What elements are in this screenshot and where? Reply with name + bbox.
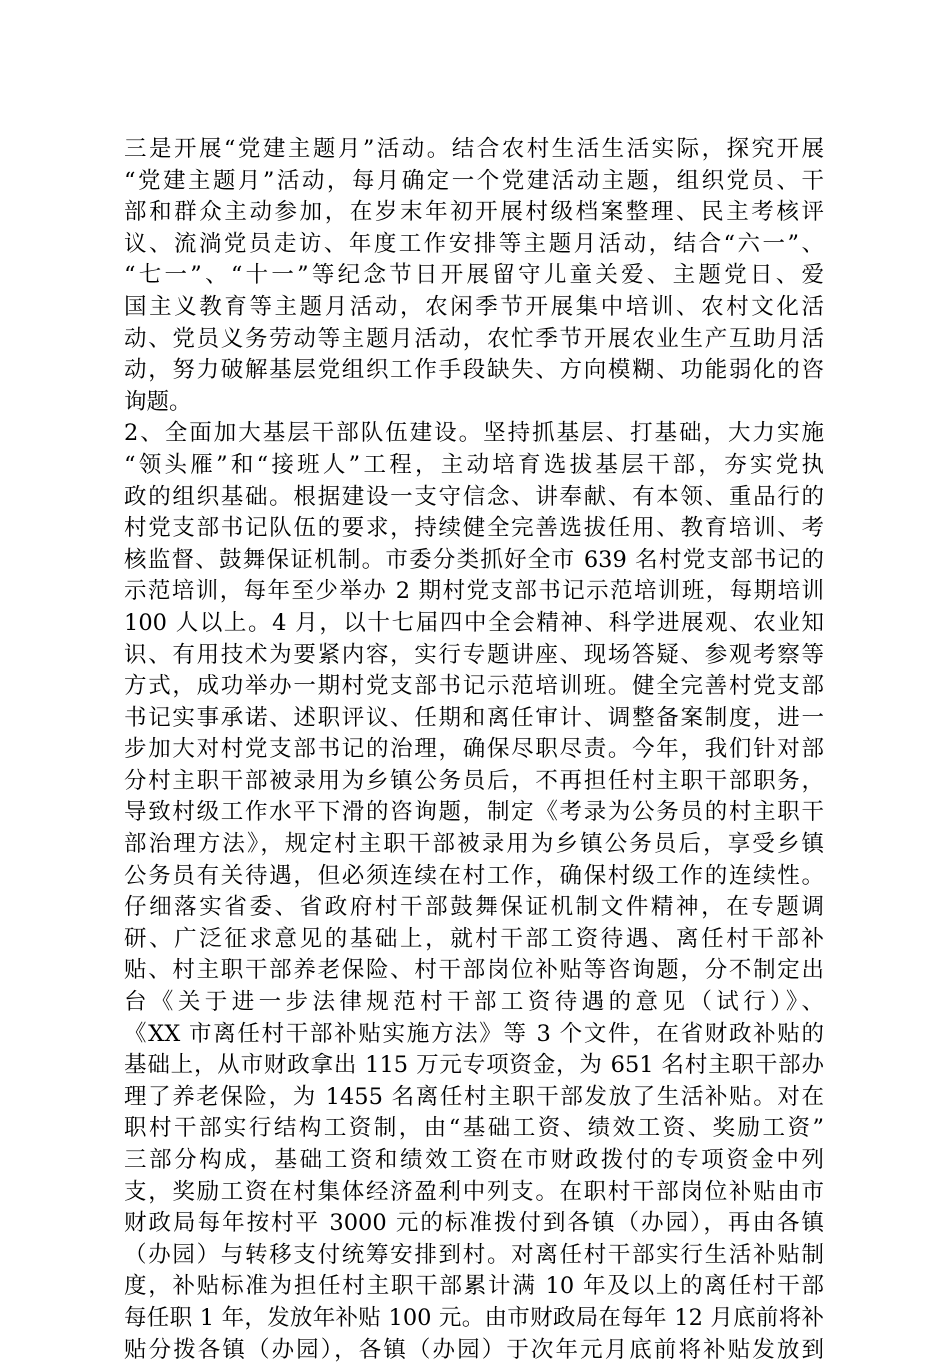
- text-line: “领头雁”和“接班人”工程，主动培育选拔基层干部，夯实党执: [124, 451, 824, 478]
- text-line: 动，努力破解基层党组织工作手段缺失、方向模糊、功能弱化的咨: [124, 357, 824, 384]
- text-line: 分村主职干部被录用为乡镇公务员后，不再担任村主职干部职务，: [124, 767, 824, 794]
- text-line: 导致村级工作水平下滑的咨询题，制定《考录为公务员的村主职干: [124, 799, 824, 826]
- text-line: 书记实事承诺、述职评议、任期和离任审计、调整备案制度，进一: [124, 704, 824, 731]
- text-line: 贴、村主职干部养老保险、村干部岗位补贴等咨询题，分不制定出: [124, 957, 824, 984]
- text-line: 财政局每年按村平 3000 元的标准拨付到各镇（办园），再由各镇: [124, 1210, 824, 1237]
- text-line: 村党支部书记队伍的要求，持续健全完善选拔任用、教育培训、考: [124, 515, 824, 542]
- text-line: 部治理方法》，规定村主职干部被录用为乡镇公务员后，享受乡镇: [124, 831, 824, 858]
- text-line: （办园）与转移支付统筹安排到村。对离任村干部实行生活补贴制: [124, 1241, 824, 1268]
- text-line: 100 人以上。4 月，以十七届四中全会精神、科学进展观、农业知: [124, 609, 824, 636]
- text-line: 贴分拨各镇（办园），各镇（办园）于次年元月底前将补贴发放到: [124, 1336, 824, 1363]
- text-line: 基础上，从市财政拿出 115 万元专项资金，为 651 名村主职干部办: [124, 1052, 824, 1079]
- text-line: 示范培训，每年至少举办 2 期村党支部书记示范培训班，每期培训: [124, 578, 824, 605]
- text-line: 仔细落实省委、省政府村干部鼓舞保证机制文件精神，在专题调: [124, 894, 824, 921]
- text-line: 三部分构成，基础工资和绩效工资在市财政拨付的专项资金中列: [124, 1147, 824, 1173]
- text-line: “党建主题月”活动，每月确定一个党建活动主题，组织党员、干: [124, 167, 824, 194]
- text-line: 询题。: [124, 388, 192, 415]
- text-line: 动、党员义务劳动等主题月活动，农忙季节开展农业生产互助月活: [124, 325, 824, 352]
- text-line: 每任职 1 年，发放年补贴 100 元。由市财政局在每年 12 月底前将补: [124, 1304, 824, 1331]
- text-line: 2、全面加大基层干部队伍建设。坚持抓基层、打基础，大力实施: [124, 420, 824, 447]
- body-text: [124, 134, 824, 1366]
- text-line: 职村干部实行结构工资制，由“基础工资、绩效工资、奖励工资”: [124, 1115, 824, 1142]
- text-line: 议、流淌党员走访、年度工作安排等主题月活动，结合“六一”、: [124, 230, 824, 257]
- text-line: 部和群众主动参加，在岁末年初开展村级档案整理、民主考核评: [124, 199, 824, 226]
- text-line: 研、广泛征求意见的基础上，就村干部工资待遇、离任村干部补: [124, 925, 824, 952]
- text-line: 台《关于进一步法律规范村干部工资待遇的意见（试行）》、: [124, 989, 824, 1016]
- text-line: 方式，成功举办一期村党支部书记示范培训班。健全完善村党支部: [124, 673, 824, 700]
- text-line: 理了养老保险，为 1455 名离任村主职干部发放了生活补贴。对在: [124, 1083, 824, 1110]
- text-line: 核监督、鼓舞保证机制。市委分类抓好全市 639 名村党支部书记的: [124, 546, 824, 573]
- text-line: 步加大对村党支部书记的治理，确保尽职尽责。今年，我们针对部: [124, 736, 824, 763]
- text-line: 公务员有关待遇，但必须连续在村工作，确保村级工作的连续性。: [124, 862, 824, 889]
- text-line: 国主义教育等主题月活动，农闲季节开展集中培训、农村文化活: [124, 293, 824, 320]
- text-line: 度，补贴标准为担任村主职干部累计满 10 年及以上的离任村干部: [124, 1273, 824, 1300]
- text-line: “七一”、“十一”等纪念节日开展留守儿童关爱、主题党日、爱: [124, 262, 824, 289]
- text-line: 政的组织基础。根据建设一支守信念、讲奉献、有本领、重品行的: [124, 483, 824, 510]
- text-line: 识、有用技术为要紧内容，实行专题讲座、现场答疑、参观考察等: [124, 641, 824, 668]
- text-line: 三是开展“党建主题月”活动。结合农村生活生活实际，探究开展: [124, 136, 824, 162]
- text-line: 支，奖励工资在村集体经济盈利中列支。在职村干部岗位补贴由市: [124, 1178, 824, 1205]
- text-line: 《XX 市离任村干部补贴实施方法》等 3 个文件，在省财政补贴的: [124, 1020, 824, 1047]
